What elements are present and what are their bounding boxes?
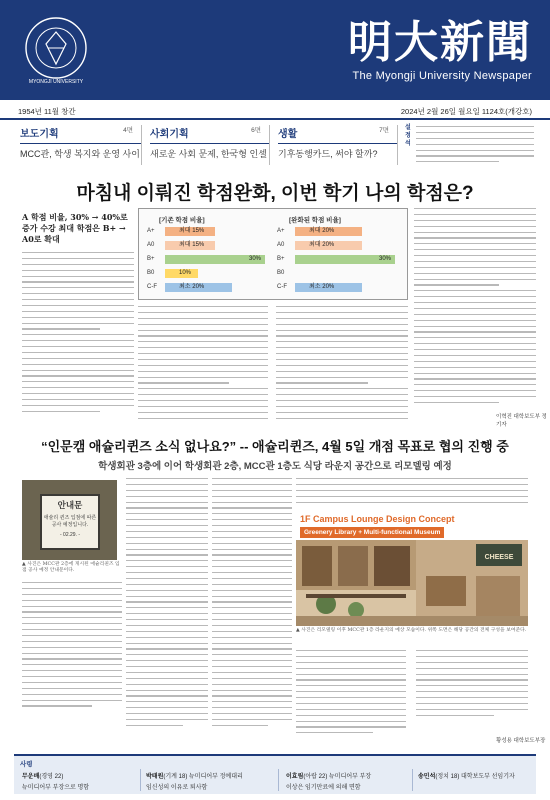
appointment-item [418, 771, 515, 780]
index-item-social[interactable] [150, 125, 270, 165]
lounge-subtitle: Greenery Library + Multi-functional Museum [300, 527, 444, 538]
index-divider [20, 143, 141, 144]
story2-body-col3 [212, 478, 292, 731]
appointment-role: 임신성의 이유로 퇴사함 [146, 785, 208, 791]
chart-data-label: 최대 20% [309, 228, 335, 234]
chart-category-label: A+ [147, 228, 155, 234]
chart-data-label: 최소 20% [179, 284, 205, 290]
chart-category-label: A0 [277, 242, 285, 248]
second-subheadline: 학생회관 3층에 이어 학생회관 2층, MCC관 1층도 식당 라운지 공간으로 리모델링 예정 [98, 461, 452, 472]
chart-title-before: [기존 학점 비율] [159, 217, 205, 224]
appointment-name: 이효림 [286, 774, 304, 780]
issue-info: 2024년 2월 26일 월요일 1124호(개강호) [400, 107, 532, 116]
story2-body-top [296, 478, 528, 507]
index-page: 6면 [251, 127, 261, 134]
appointment-detail: (아랍 22) 뉴미디어부 부장 [303, 774, 372, 780]
chart-data-label: 최대 15% [179, 228, 205, 234]
notice-sign [40, 494, 100, 550]
editorial-text-lines [416, 126, 534, 172]
appointment-name: 무운배 [22, 774, 40, 780]
lounge-render-icon [296, 540, 528, 626]
photo2-caption: ▲ 사진은 리모델링 이후 MCC관 1층 라운지의 예상 모습이다. 위쪽 도면은 해당 공간의 전체 구성을 보여준다. [296, 628, 527, 633]
chart-category-label: B+ [277, 256, 285, 262]
photo1-caption: ▲ 사진은 MCC관 2층에 게시된 애슐리퀸즈 입점 공사 예정 안내문이다. [22, 562, 120, 573]
appointment-name: 박태원 [146, 774, 164, 780]
cheese-sign: CHEESE [484, 554, 514, 561]
story2-body-col2 [126, 478, 208, 731]
seal-text: MYONGJI UNIVERSITY [28, 79, 84, 85]
index-item-life[interactable] [278, 125, 398, 165]
article-body-col1 [22, 252, 134, 417]
chart-category-label: C-F [147, 284, 157, 290]
index-desc: MCC관, 학생 복지와 운영 사이 [20, 149, 140, 159]
second-headline: “인문캠 애슐리퀸즈 소식 없나요?” -- 애슐리퀸즈, 4월 5일 개점 목표로 협의 진행 중 [41, 439, 509, 454]
university-seal-icon [22, 14, 90, 86]
index-title: 보도기획 [20, 129, 59, 140]
chart-data-label: 최대 20% [309, 242, 335, 248]
chart-category-label: C-F [277, 284, 287, 290]
date-bar [0, 100, 550, 120]
chart-category-label: A0 [147, 242, 155, 248]
appointment-role: 이상은 임기만료에 의해 면함 [286, 785, 361, 791]
chart-data-label: 10% [179, 270, 192, 276]
paper-english-name: The Myongji University Newspaper [352, 70, 532, 82]
lead-subheading: A 학점 비율, 30% → 40%로 증가 수강 최대 학점은 B+ → A0로 확대 [22, 212, 128, 244]
index-desc: 기후동행카드, 써야 할까? [278, 149, 378, 159]
appointment-detail: (경영 22) [39, 774, 64, 780]
separator [412, 769, 413, 791]
separator [140, 769, 141, 791]
index-title: 생활 [278, 129, 298, 140]
index-desc: 새로운 사회 문제, 한국형 인셀 [150, 149, 267, 159]
index-page: 7면 [379, 127, 389, 134]
appointment-detail: (정치 18) 대학보도부 선임기자 [435, 774, 515, 780]
lounge-header [296, 512, 528, 540]
lounge-title: 1F Campus Lounge Design Concept [300, 514, 455, 524]
appointment-name: 송민석 [418, 774, 436, 780]
index-divider [278, 143, 397, 144]
story2-body-col1 [22, 582, 122, 711]
editorial-tag: 설정석 [405, 124, 411, 147]
chart-data-label: 최소 20% [309, 284, 335, 290]
chart-category-label: B0 [147, 270, 155, 276]
founded-date: 1954년 11월 창간 [18, 107, 76, 116]
article-body-col2 [138, 306, 268, 424]
chart-data-label: 30% [379, 256, 392, 262]
masthead [0, 0, 550, 100]
main-headline: 마침내 이뤄진 학점완화, 이번 학기 나의 학점은? [76, 183, 474, 204]
appointment-detail: (기계 18) 뉴미디어부 정예대리 [163, 774, 243, 780]
story2-body-col5 [416, 650, 528, 721]
article-body-col4 [414, 208, 536, 408]
appointments-bar [14, 754, 536, 794]
sign-heading: 안내문 [57, 500, 83, 510]
chart-category-label: B+ [147, 256, 155, 262]
index-row [0, 122, 550, 172]
sign-body: 애슐리 퀸즈 입점에 따른 공사 예정입니다. [43, 515, 97, 528]
appointment-item [146, 771, 243, 780]
article-body-col3 [276, 306, 408, 424]
separator [278, 769, 279, 791]
notice-sign-photo [22, 480, 117, 560]
chart-category-label: A+ [277, 228, 285, 234]
index-title: 사회기획 [150, 129, 189, 140]
grade-ratio-chart [138, 208, 408, 300]
paper-name: 明大新聞 [348, 17, 532, 68]
appointment-role: 뉴미디어부 부장으로 명함 [22, 785, 90, 791]
index-item-report[interactable] [20, 125, 142, 165]
appointment-item [22, 771, 63, 780]
appointment-item [286, 771, 371, 780]
reporter-byline: 이혁진 대학보도부 정기자 [496, 414, 547, 428]
index-page: 4면 [123, 127, 133, 134]
index-divider [150, 143, 269, 144]
story2-body-col4 [296, 650, 406, 738]
chart-data-label: 30% [249, 256, 262, 262]
photo-credit: 황성용 대학보도부장 [496, 738, 546, 744]
chart-category-label: B0 [277, 270, 285, 276]
lounge-concept-photo [296, 512, 528, 626]
chart-data-label: 최대 15% [179, 242, 205, 248]
chart-title-after: [완화된 학점 비율] [289, 217, 341, 224]
appointments-tag: 사령 [20, 761, 33, 768]
sign-date: - 02.29. - [59, 532, 80, 538]
